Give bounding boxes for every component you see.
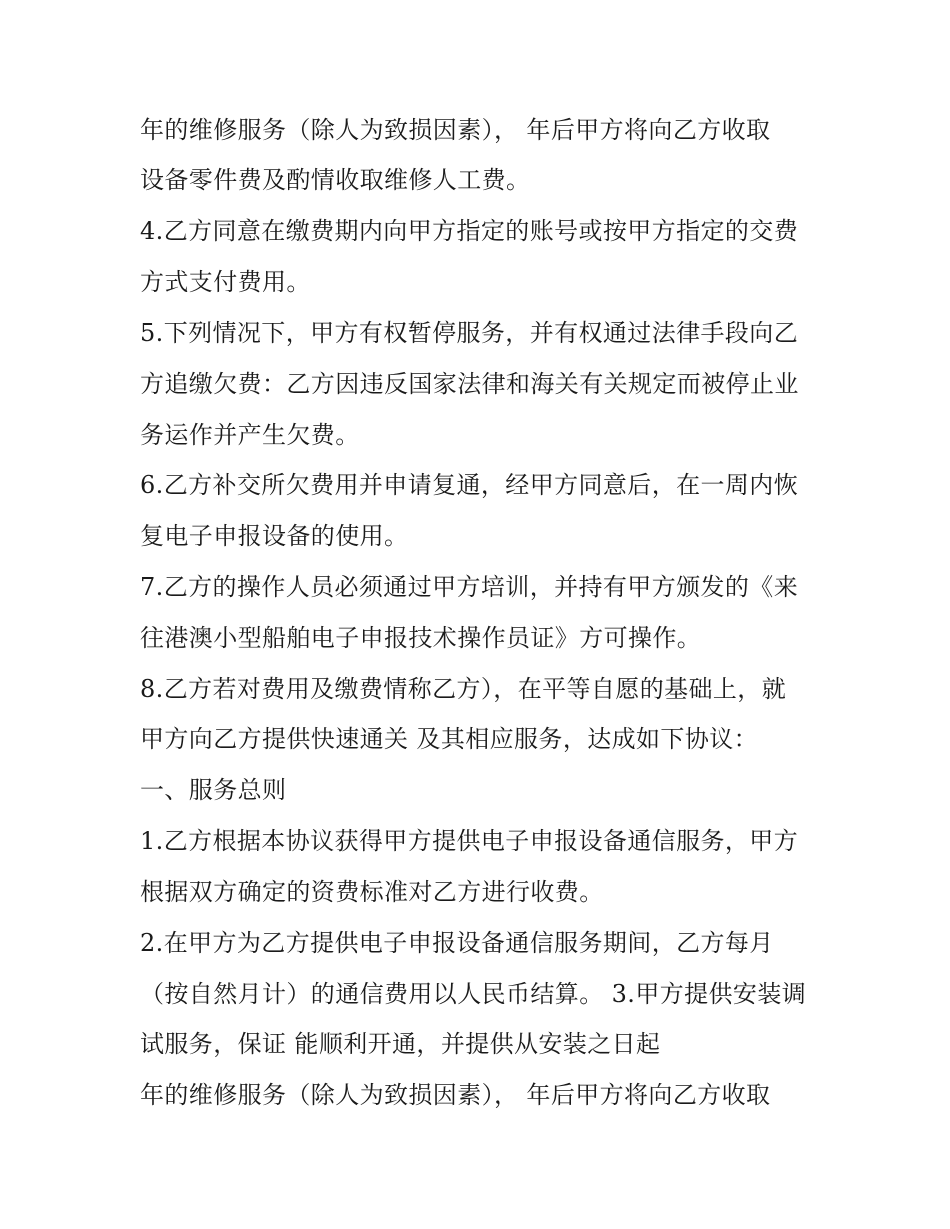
text-line: 5.下列情况下，甲方有权暂停服务，并有权通过法律手段向乙 (140, 319, 799, 347)
text-line: 方追缴欠费：乙方因违反国家法律和海关有关规定而被停止业 (140, 370, 799, 398)
text-line: 甲方向乙方提供快速通关 及其相应服务，达成如下协议： (140, 725, 759, 753)
text-line: 6.乙方补交所欠费用并申请复通，经甲方同意后，在一周内恢 (140, 471, 799, 499)
text-line: 往港澳小型船舶电子申报技术操作员证》方可操作。 (140, 624, 702, 652)
text-line: 务运作并产生欠费。 (140, 421, 360, 449)
section-heading: 一、服务总则 (140, 776, 287, 804)
text-line: 8.乙方若对费用及缴费情称乙方），在平等自愿的基础上，就 (140, 675, 787, 703)
text-line: 2.在甲方为乙方提供电子申报设备通信服务期间，乙方每月 (140, 929, 774, 957)
text-line: 1.乙方根据本协议获得甲方提供电子申报设备通信服务，甲方 (140, 827, 799, 855)
text-line: （按自然月计）的通信费用以人民币结算。 3.甲方提供安装调 (140, 980, 807, 1008)
text-line: 年的维修服务（除人为致损因素）， 年后甲方将向乙方收取 (140, 1081, 771, 1109)
text-line: 7.乙方的操作人员必须通过甲方培训，并持有甲方颁发的《来 (140, 573, 799, 601)
text-line: 4.乙方同意在缴费期内向甲方指定的账号或按甲方指定的交费 (140, 217, 799, 245)
text-line: 年的维修服务（除人为致损因素）， 年后甲方将向乙方收取 (140, 116, 771, 144)
text-line: 试服务，保证 能顺利开通，并提供从安装之日起 (140, 1030, 661, 1058)
text-line: 设备零件费及酌情收取维修人工费。 (140, 166, 531, 194)
text-line: 根据双方确定的资费标准对乙方进行收费。 (140, 878, 604, 906)
text-line: 方式支付费用。 (140, 268, 311, 296)
text-line: 复电子申报设备的使用。 (140, 522, 409, 550)
